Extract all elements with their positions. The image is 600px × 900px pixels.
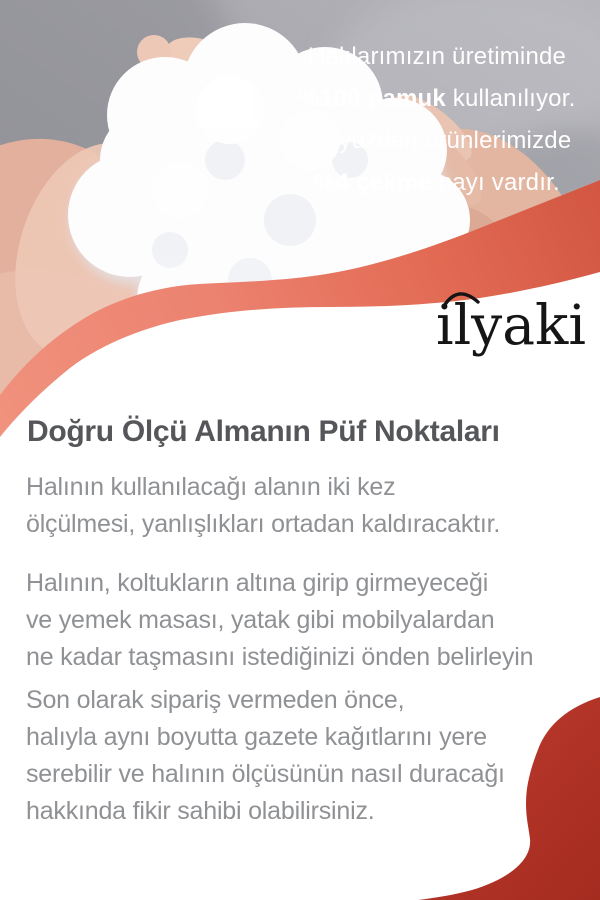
hero-line-4-bold: %4 çekme: [314, 169, 432, 196]
brand-logo-text: ilyaki: [436, 293, 586, 357]
logo-accent-arc-icon: [440, 290, 482, 308]
bottom-corner-wave: [410, 695, 600, 900]
hero-line-4-rest: payı vardır.: [431, 169, 560, 196]
tips-heading: Doğru Ölçü Almanın Püf Noktaları: [27, 415, 500, 448]
hero-line-2: [278, 78, 596, 120]
tip-paragraph-3: Son olarak sipariş vermeden önce, halıyla aynı boyutta gazete kağıtlarını yere serebilir ve halının ölçüsünün nasıl duracağı hakkında fikir sahibi olabilirsiniz.: [26, 686, 505, 825]
hero-line-1-text: Halılarımızın üretiminde: [307, 43, 567, 70]
hero-line-3: [278, 120, 596, 162]
tip-paragraph-2: Halının, koltukların altına girip girmeyeceği ve yemek masası, yatak gibi mobilyalardan ne kadar taşmasını istediğinizi önden belirleyin: [26, 569, 534, 671]
hero-line-1: [278, 36, 596, 78]
brand-logo: [436, 294, 586, 378]
hero-caption: [278, 36, 596, 204]
hero-line-2-rest: kullanılıyor.: [445, 85, 576, 112]
hero-line-3-text: Bu yüzden ürünlerimizde: [302, 127, 572, 154]
tip-paragraph-1: Halının kullanılacağı alanın iki kez ölçülmesi, yanlışlıkları ortadan kaldıracaktır.: [26, 473, 501, 538]
hero-line-2-bold: %100 pamuk: [298, 85, 446, 112]
hero-line-4: [278, 162, 596, 204]
